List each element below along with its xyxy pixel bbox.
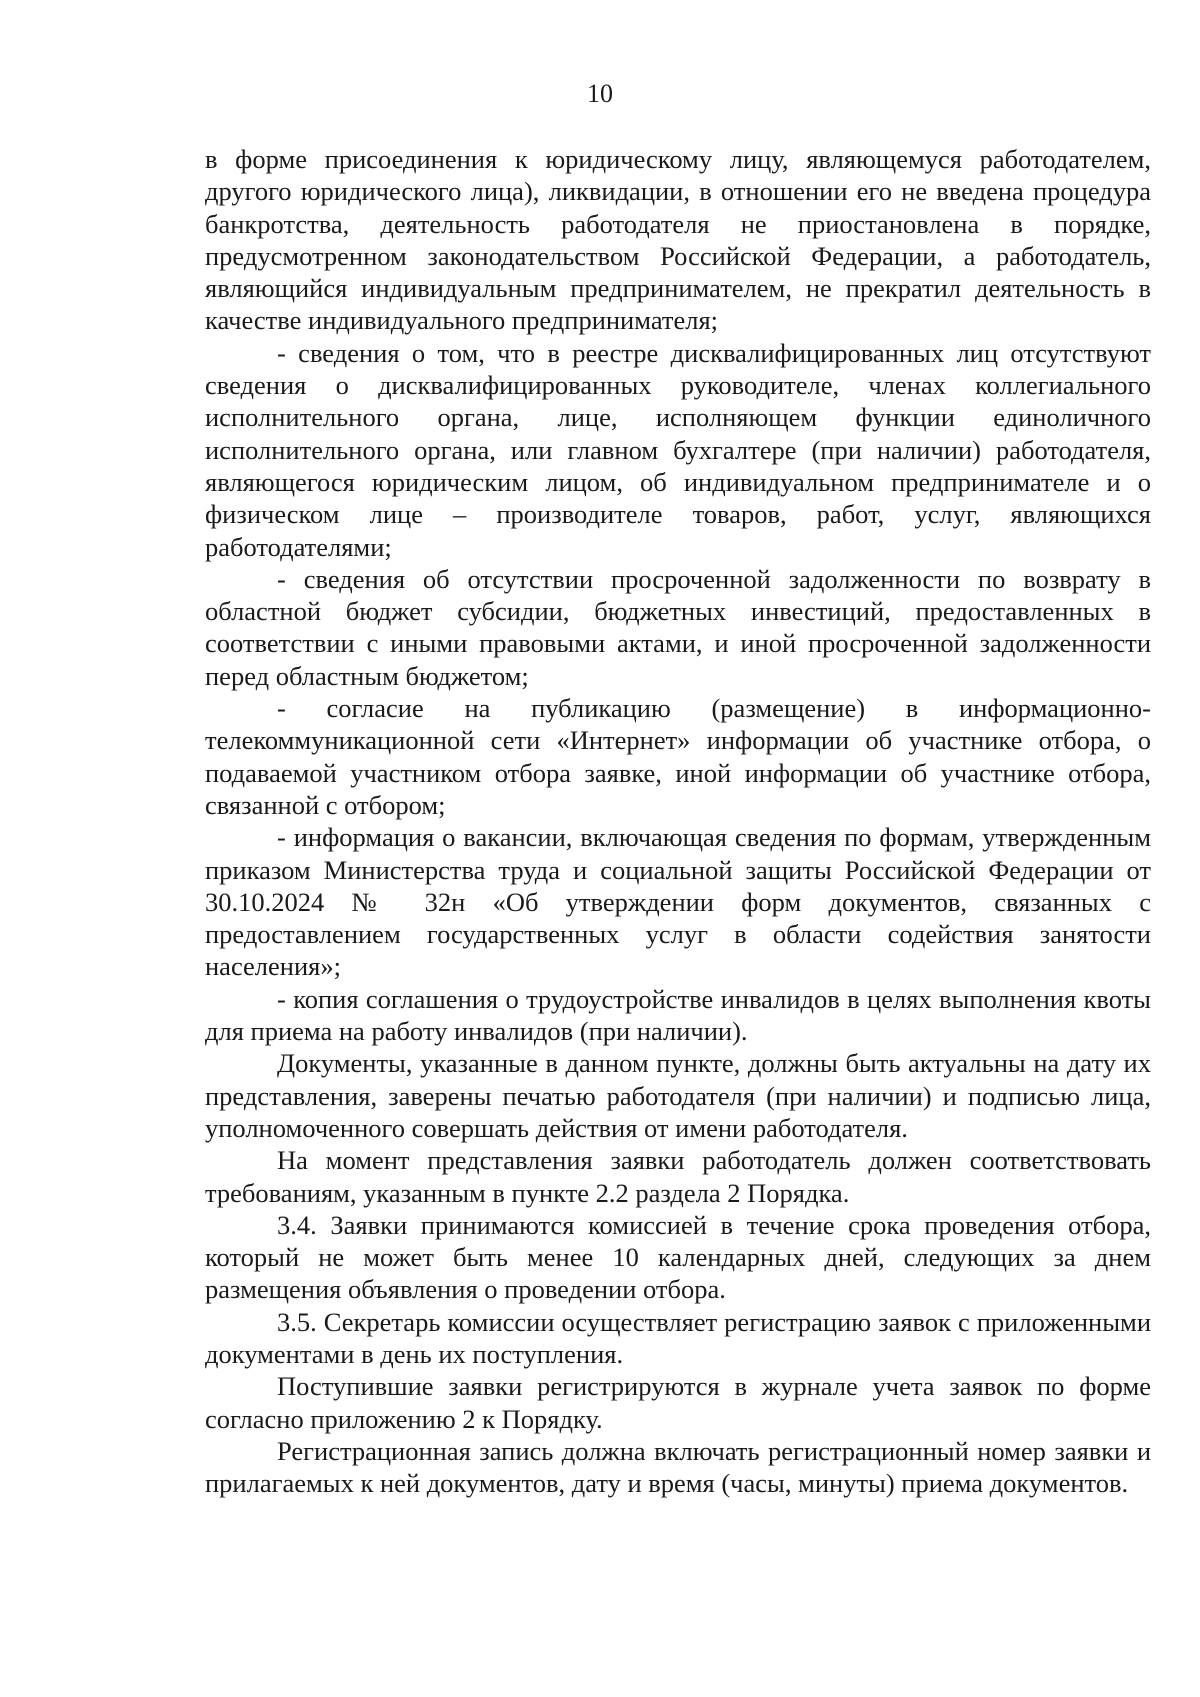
paragraph-registration-record: Регистрационная запись должна включать регистрационный номер заявки и прилагаемых к ней документов, дату и время (часы, минуты) приема документов. <box>205 1435 1151 1499</box>
paragraph-employer-compliance: На момент представления заявки работодатель должен соответствовать требованиям, указанным в пункте 2.2 раздела 2 Порядка. <box>205 1145 1151 1208</box>
paragraph-publication-consent-item: - согласие на публикацию (размещение) в информационно-телекоммуникационной сети «Интернет» информации об участнике отбора, о подаваемой участником отбора заявке, иной информации об участнике отбора, связанной с отбором; <box>205 693 1151 820</box>
page-body <box>205 143 1151 1499</box>
paragraph-continuation: в форме присоединения к юридическому лицу, являющемуся работодателем, другого юридического лица), ликвидации, в отношении его не введена процедура банкротства, деятельность работодателя не приостановлена в порядке, предусмотренном законодательством Российской Федерации, а работодатель, являющийся индивидуальным предпринимателем, не прекратил деятельность в качестве индивидуального предпринимателя; <box>205 144 1151 336</box>
page-number: 10 <box>587 79 613 108</box>
paragraph-clause-3-4: 3.4. Заявки принимаются комиссией в течение срока проведения отбора, который не может быть менее 10 календарных дней, следующих за днем размещения объявления о проведении отбора. <box>205 1209 1151 1305</box>
paragraph-disqualified-persons-item: - сведения о том, что в реестре дисквалифицированных лиц отсутствуют сведения о дисквалифицированных руководителе, членах коллегиального исполнительного органа, лице, исполняющем функции единоличного исполнительного органа, или главном бухгалтере (при наличии) работодателя, являющегося юридическим лицом, об индивидуальном предпринимателе и о физическом лице – производителе товаров, работ, услуг, являющихся работодателями; <box>205 337 1151 562</box>
paragraph-documents-requirements: Документы, указанные в данном пункте, должны быть актуальны на дату их представления, заверены печатью работодателя (при наличии) и подписью лица, уполномоченного совершать действия от имени работодателя. <box>205 1048 1151 1143</box>
paragraph-vacancy-info-item: - информация о вакансии, включающая сведения по формам, утвержденным приказом Министерства труда и социальной защиты Российской Федерации от 30.10.2024 № 32н «Об утверждении форм документов, связанных с предоставлением государственных услуг в области содействия занятости населения»; <box>205 822 1151 982</box>
paragraph-clause-3-5: 3.5. Секретарь комиссии осуществляет регистрацию заявок с приложенными документами в день их поступления. <box>205 1306 1151 1369</box>
paragraph-no-overdue-debt-item: - сведения об отсутствии просроченной задолженности по возврату в областной бюджет субсидии, бюджетных инвестиций, предоставленных в соответствии с иными правовыми актами, и иной просроченной задолженности перед областным бюджетом; <box>205 563 1151 691</box>
paragraph-disabled-employment-item: - копия соглашения о трудоустройстве инвалидов в целях выполнения квоты для приема на работу инвалидов (при наличии). <box>205 983 1151 1047</box>
paragraph-registration-journal: Поступившие заявки регистрируются в журнале учета заявок по форме согласно приложению 2 к Порядку. <box>205 1371 1151 1434</box>
